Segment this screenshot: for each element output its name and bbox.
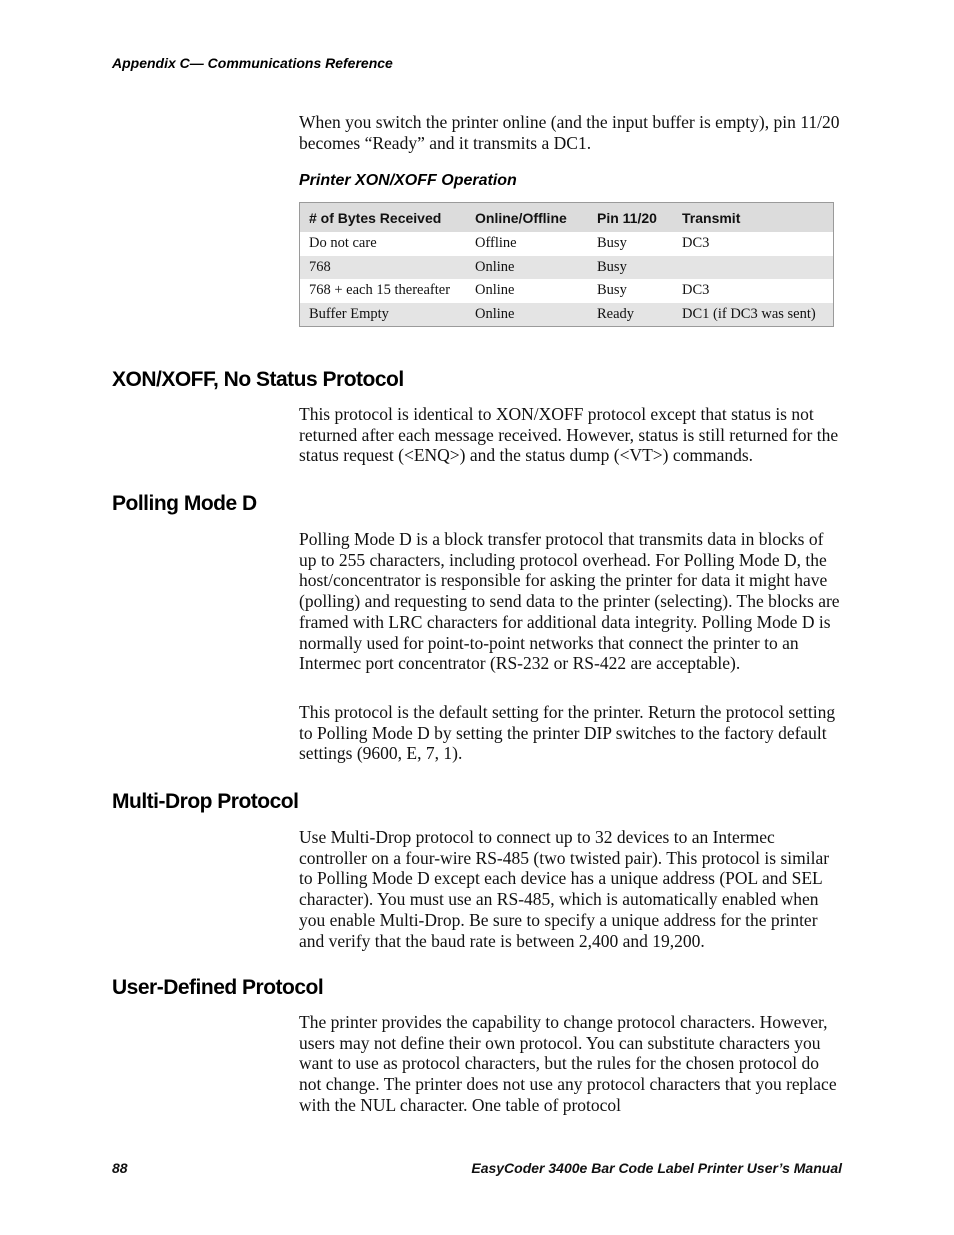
section-heading-user-defined: User-Defined Protocol bbox=[112, 976, 324, 999]
intro-paragraph: When you switch the printer online (and the input buffer is empty), pin 11/20 becomes “Ready” and it transmits a DC1. bbox=[299, 112, 840, 153]
xon-xoff-table bbox=[299, 202, 834, 327]
section-heading-polling-mode-d: Polling Mode D bbox=[112, 492, 257, 515]
section-paragraph: This protocol is the default setting for the printer. Return the protocol setting to Polling Mode D by setting the printer DIP switches to the factory default settings (9600, E, 7, 1). bbox=[299, 702, 836, 764]
table-cell: Online bbox=[466, 303, 588, 327]
table-cell: Online bbox=[466, 256, 588, 280]
table-cell: 768 + each 15 thereafter bbox=[309, 282, 451, 299]
column-header-bytes-received: # of Bytes Received bbox=[300, 203, 467, 233]
column-header-transmit: Transmit bbox=[673, 203, 834, 233]
table-header-row bbox=[300, 203, 834, 233]
manual-title: EasyCoder 3400e Bar Code Label Printer User’s Manual bbox=[471, 1160, 842, 1176]
table-cell: Busy bbox=[588, 256, 673, 280]
section-paragraph: This protocol is identical to XON/XOFF protocol except that status is not returned after each message received. However, status is still returned for the status request (<ENQ>) and the status dump (<VT>) commands. bbox=[299, 404, 839, 466]
section-paragraph: Use Multi-Drop protocol to connect up to 32 devices to an Intermec controller on a four-wire RS-485 (two twisted pair). This protocol is similar to Polling Mode D except each device has a unique address (POL and SEL character). You must use an RS-485, which is automatically enabled when you enable Multi-Drop. Be sure to specify a unique address for the printer and verify that the baud rate is between 2,400 and 19,200. bbox=[299, 827, 830, 951]
table-cell: Offline bbox=[475, 235, 517, 252]
table-cell: Buffer Empty bbox=[300, 303, 467, 327]
page-number: 88 bbox=[112, 1160, 128, 1176]
section-heading-multi-drop: Multi-Drop Protocol bbox=[112, 790, 299, 813]
table-row bbox=[300, 232, 834, 256]
table-cell: Busy bbox=[597, 282, 627, 299]
table-cell: Online bbox=[475, 282, 515, 299]
table-cell: Ready bbox=[588, 303, 673, 327]
section-paragraph: The printer provides the capability to change protocol characters. However, users may not define their own protocol. You can substitute characters you want to use as protocol characters, but the rules for the chosen protocol do not change. The printer does not use any protocol characters that you replace with the NUL character. One table of protocol bbox=[299, 1012, 837, 1115]
table-row bbox=[300, 279, 834, 303]
table-title: Printer XON/XOFF Operation bbox=[299, 172, 517, 189]
running-head: Appendix C— Communications Reference bbox=[112, 55, 393, 71]
column-header-pin: Pin 11/20 bbox=[588, 203, 673, 233]
table-cell: 768 bbox=[300, 256, 467, 280]
table-cell: DC3 bbox=[682, 282, 710, 299]
table-row bbox=[300, 303, 834, 327]
table-cell: DC1 (if DC3 was sent) bbox=[673, 303, 834, 327]
table-cell bbox=[673, 256, 834, 280]
section-heading-xon-xoff-no-status: XON/XOFF, No Status Protocol bbox=[112, 368, 404, 391]
column-header-online-offline: Online/Offline bbox=[466, 203, 588, 233]
table-row bbox=[300, 256, 834, 280]
table-cell: Busy bbox=[597, 235, 627, 252]
section-paragraph: Polling Mode D is a block transfer protocol that transmits data in blocks of up to 255 characters, including protocol overhead. For Polling Mode D, the host/concentrator is responsible for asking the printer for data it might have (polling) and requesting to send data to the printer (selecting). The blocks are framed with LRC characters for additional data integrity. Polling Mode D is normally used for point-to-point networks that connect the printer to an Intermec port concentrator (RS-232 or RS-422 are acceptable). bbox=[299, 529, 840, 674]
table-cell: DC3 bbox=[682, 235, 710, 252]
table-cell: Do not care bbox=[309, 235, 377, 252]
